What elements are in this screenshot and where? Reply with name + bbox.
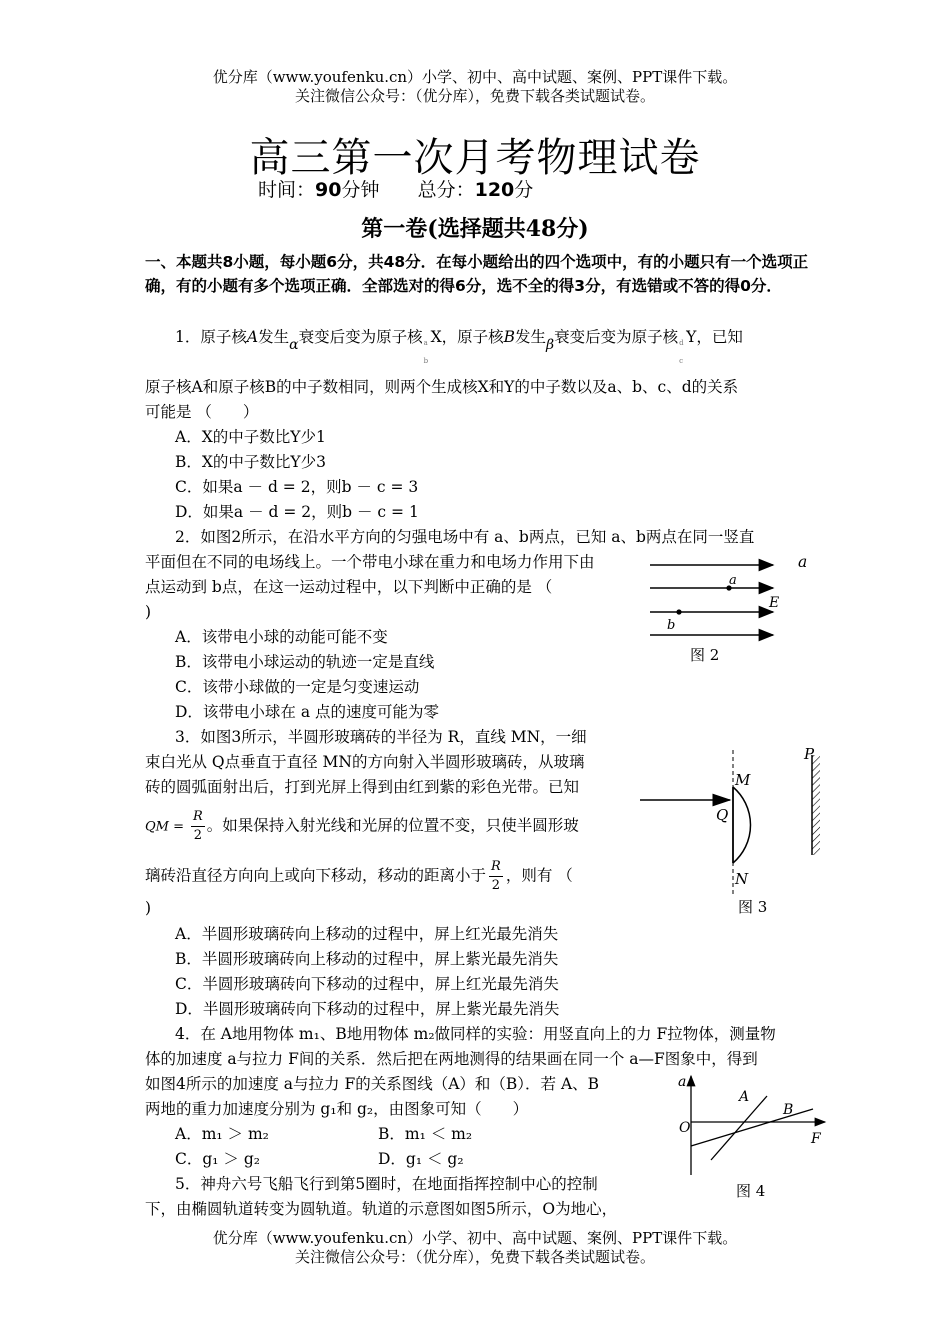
fig2-label-e: E [769, 595, 780, 611]
volume-heading: 第一卷(选择题共48分) [361, 216, 589, 242]
q1-subscript-c: c [679, 357, 684, 365]
q1-nucleus-a: A [246, 328, 259, 346]
q1-option-b: B．X的中子数比Y少3 [175, 453, 327, 471]
q3-option-b: B．半圆形玻璃砖向上移动的过程中，屏上紫光最先消失 [175, 950, 559, 968]
time-label: 时间： [258, 179, 316, 201]
time-value: 90 [315, 179, 342, 201]
page-footer-line-1: 优分库（www.youfenku.cn）小学、初中、高中试题、案例、PPT课件下载。 [212, 1229, 738, 1247]
total-value: 120 [474, 179, 515, 201]
fig4-origin-o: O [679, 1120, 691, 1136]
q3-option-a: A．半圆形玻璃砖向上移动的过程中，屏上红光最先消失 [175, 925, 559, 943]
fraction-r-over-2 [489, 858, 503, 895]
q1-text: 衰变后变为原子核 [554, 328, 679, 346]
total-label: 总分： [417, 179, 475, 201]
q4-line-4: 两地的重力加速度分别为 g₁和 g₂，由图象可知（ ） [145, 1100, 529, 1118]
fraction-r-over-2 [191, 808, 205, 845]
q3-text: ，则有 （ [505, 866, 573, 885]
q5-line-2: 下，由椭圆轨道转变为圆轨道。轨道的示意图如图5所示，O为地心， [145, 1200, 618, 1218]
alpha-symbol: α [289, 337, 299, 353]
q3-option-d: D．半圆形玻璃砖向下移动的过程中，屏上紫光最先消失 [175, 1000, 560, 1018]
q3-line-4 [145, 808, 579, 845]
figure-4 [675, 1070, 835, 1180]
q3-line-3: 砖的圆弧面射出后，打到光屏上得到由红到紫的彩色光带。已知 [145, 778, 580, 796]
q1-text: 发生 [515, 328, 547, 346]
q1-text: Y，已知 [686, 328, 743, 346]
q2-option-c: C．该带小球做的一定是匀变速运动 [175, 678, 420, 696]
q1-line-1 [175, 325, 815, 365]
fig4-line-label-a: A [739, 1089, 750, 1105]
fraction-denominator: 2 [193, 828, 202, 843]
fig2-label-b: b [667, 618, 676, 633]
total-unit: 分 [514, 179, 534, 201]
q1-text: 1．原子核 [175, 328, 247, 346]
q2-line-2-tail: a [798, 553, 808, 571]
q1-option-d: D．如果a － d = 2，则b － c = 1 [175, 503, 419, 521]
q2-line-2: 平面但在不同的电场线上。一个带电小球在重力和电场力作用下由 [145, 553, 595, 571]
q1-superscript-a: a [423, 339, 428, 347]
q3-option-c: C．半圆形玻璃砖向下移动的过程中，屏上红光最先消失 [175, 975, 559, 993]
q1-option-c: C．如果a － d = 2，则b － c = 3 [175, 478, 419, 496]
q4-option-a: A．m₁ ＞ m₂ [175, 1125, 269, 1143]
q1-text: X，原子核 [430, 328, 504, 346]
q1-text: 发生 [258, 328, 290, 346]
page-header-line-1: 优分库（www.youfenku.cn）小学、初中、高中试题、案例、PPT课件下载。 [212, 68, 738, 86]
q1-line-3: 可能是 （ ） [145, 403, 259, 421]
figure-4-caption: 图 4 [736, 1182, 766, 1200]
page-header-line-2: 关注微信公众号：（优分库），免费下载各类试题试卷。 [294, 87, 655, 105]
qm-label: QM = [145, 819, 184, 835]
figure-3 [640, 745, 835, 895]
q1-nucleus-b: B [503, 328, 516, 346]
q1-option-a: A．X的中子数比Y少1 [175, 428, 326, 446]
q2-line-4: ) [145, 603, 152, 621]
fraction-denominator: 2 [491, 878, 501, 893]
fig3-label-q: Q [716, 806, 729, 824]
q1-line-2: 原子核A和原子核B的中子数相同，则两个生成核X和Y的中子数以及a、b、c、d的关系 [145, 378, 739, 396]
figure-2 [645, 555, 795, 665]
fraction-numerator: R [489, 858, 503, 877]
q1-text: 衰变后变为原子核 [298, 328, 423, 346]
point-b-dot [676, 609, 681, 614]
fig3-label-p: P [804, 745, 815, 763]
fig2-label-a: a [729, 573, 737, 588]
q3-line-2: 束白光从 Q点垂直于直径 MN的方向射入半圆形玻璃砖，从玻璃 [145, 753, 585, 771]
q3-text: 。如果保持入射光线和光屏的位置不变，只使半圆形玻 [206, 816, 579, 835]
q2-option-b: B．该带电小球运动的轨迹一定是直线 [175, 653, 435, 671]
q5-line-1: 5．神舟六号飞船飞行到第5圈时，在地面指挥控制中心的控制 [175, 1175, 598, 1193]
figure-3-caption: 图 3 [738, 898, 768, 916]
figure-2-caption: 图 2 [690, 646, 720, 664]
q4-line-1: 4．在 A地用物体 m₁、B地用物体 m₂做同样的实验：用竖直向上的力 F拉物体，测量物 [175, 1025, 776, 1043]
q3-text: 璃砖沿直径方向向上或向下移动，移动的距离小于 [145, 866, 487, 885]
graph-line-b [691, 1109, 813, 1146]
fig4-axis-f: F [811, 1131, 821, 1147]
q4-option-d: D．g₁ ＜ g₂ [378, 1150, 464, 1168]
q2-line-1: 2．如图2所示，在沿水平方向的匀强电场中有 a、b两点，已知 a、b两点在同一竖直 [175, 528, 755, 546]
q2-option-d: D．该带电小球在 a 点的速度可能为零 [175, 703, 440, 721]
fig3-label-m: M [735, 771, 751, 789]
q4-line-3: 如图4所示的加速度 a与拉力 F的关系图线（A）和（B）．若 A、B [145, 1075, 600, 1093]
q2-line-3: 点运动到 b点，在这一运动过程中，以下判断中正确的是 （ [145, 578, 553, 596]
q3-line-5 [145, 858, 573, 895]
q4-line-2: 体的加速度 a与拉力 F间的关系．然后把在两地测得的结果画在同一个 a—F图象中，得到 [145, 1050, 758, 1068]
fraction-numerator: R [191, 808, 205, 827]
beta-symbol: β [546, 337, 555, 353]
page-footer-line-2: 关注微信公众号：（优分库），免费下载各类试题试卷。 [294, 1248, 655, 1266]
time-unit: 分钟 [341, 179, 380, 201]
q1-superscript-d: d [679, 339, 684, 347]
q1-subscript-b: b [423, 357, 429, 365]
semicircle-glass [733, 787, 751, 863]
q4-option-c: C．g₁ ＞ g₂ [175, 1150, 260, 1168]
fig4-line-label-b: B [783, 1102, 794, 1118]
exam-title: 高三第一次月考物理试卷 [249, 135, 701, 181]
q3-line-6: ) [145, 899, 152, 917]
exam-time-info [258, 175, 533, 202]
q2-option-a: A．该带电小球的动能可能不变 [175, 628, 388, 646]
light-screen-hatch [812, 755, 820, 855]
q4-option-b: B．m₁ ＜ m₂ [378, 1125, 473, 1143]
section-instruction: 一、本题共8小题，每小题6分，共48分．在每小题给出的四个选项中，有的小题只有一个选项正确，有的小题有多个选项正确．全部选对的得6分，选不全的得3分，有选错或不答的得0分． [145, 253, 809, 295]
fig3-label-n: N [735, 870, 749, 888]
fig4-axis-a: a [678, 1074, 687, 1090]
q3-line-1: 3．如图3所示，半圆形玻璃砖的半径为 R，直线 MN，一细 [175, 728, 587, 746]
graph-line-a [711, 1096, 767, 1160]
